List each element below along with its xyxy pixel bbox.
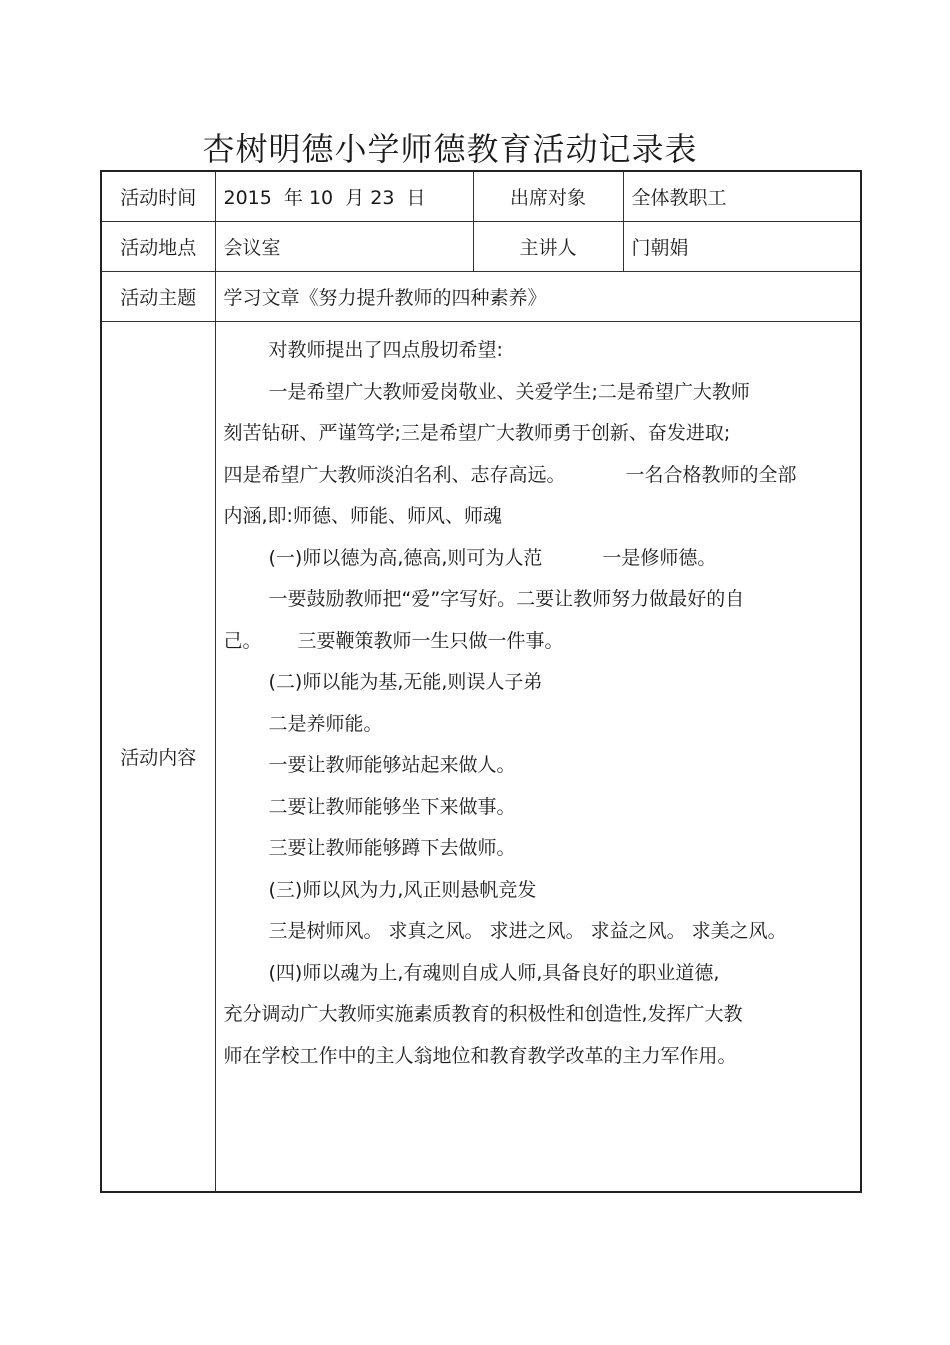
content-body [215, 322, 861, 1193]
content-text: 一是修师德。 [602, 546, 717, 569]
record-table [100, 170, 862, 1193]
content-paragraph: 充分调动广大教师实施素质教育的积极性和创造性,发挥广大教 [223, 1003, 743, 1025]
attendee-value: 全体教职工 [623, 171, 861, 222]
attendee-label: 出席对象 [473, 171, 623, 222]
content-paragraph [224, 538, 853, 580]
content-paragraph: 对教师提出了四点殷切希望: [268, 339, 503, 361]
time-label: 活动时间 [101, 171, 215, 222]
content-paragraph: 内涵,即:师德、师能、师风、师魂 [223, 505, 502, 527]
content-paragraph [224, 455, 853, 497]
content-paragraph [224, 621, 853, 663]
content-paragraph: (二)师以能为基,无能,则误人子弟 [268, 671, 543, 693]
speaker-label: 主讲人 [473, 222, 623, 272]
content-text: 三要鞭策教师一生只做一件事。 [297, 629, 564, 652]
content-paragraph: (四)师以魂为上,有魂则自成人师,具备良好的职业道德, [268, 961, 720, 984]
theme-value: 学习文章《努力提升教师的四种素养》 [215, 272, 861, 322]
content-paragraph: (三)师以风为力,风正则悬帆竞发 [268, 878, 537, 901]
content-text: 己。 [223, 629, 262, 652]
content-paragraph: 三是树师风。 求真之风。 求进之风。 求益之风。 求美之风。 [268, 920, 787, 942]
place-label: 活动地点 [101, 222, 215, 272]
content-paragraph: 一要鼓励教师把“爱”字写好。二要让教师努力做最好的自 [268, 588, 745, 610]
content-text: 四是希望广大教师淡泊名利、志存高远。 [223, 463, 566, 486]
speaker-value: 门朝娟 [623, 222, 861, 272]
content-paragraph: 三要让教师能够蹲下去做师。 [268, 837, 516, 859]
table-row [101, 222, 861, 272]
content-text: (一)师以德为高,德高,则可为人范 [268, 546, 543, 569]
content-label: 活动内容 [101, 322, 215, 1193]
content-paragraph: 刻苦钻研、严谨笃学;三是希望广大教师勇于创新、奋发进取; [223, 422, 731, 444]
content-paragraph: 师在学校工作中的主人翁地位和教育教学改革的主力军作用。 [223, 1044, 737, 1067]
table-row [101, 322, 861, 1193]
page-title: 杏树明德小学师德教育活动记录表 [202, 130, 698, 168]
content-text: 一名合格教师的全部 [625, 463, 797, 486]
table-row [101, 272, 861, 322]
content-paragraph: 一要让教师能够站起来做人。 [268, 754, 516, 776]
content-paragraph: 一是希望广大教师爱岗敬业、关爱学生;二是希望广大教师 [268, 380, 750, 403]
content-paragraph: 二是养师能。 [268, 712, 383, 735]
content-paragraph: 二要让教师能够坐下来做事。 [268, 795, 516, 818]
time-value: 2015 年 10 月 23 日 [215, 171, 473, 222]
theme-label: 活动主题 [101, 272, 215, 322]
place-value: 会议室 [215, 222, 473, 272]
table-row [101, 171, 861, 222]
